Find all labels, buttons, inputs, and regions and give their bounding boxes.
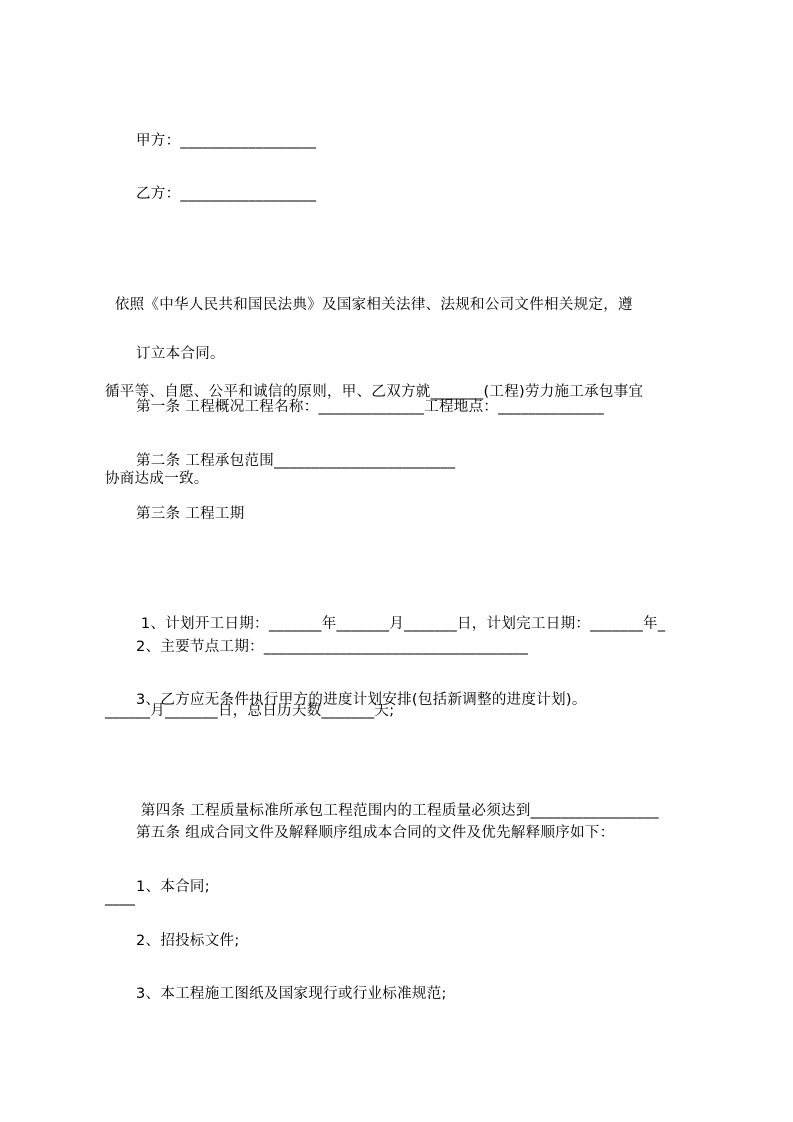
article-3-item-3: 3、乙方应无条件执行甲方的进度计划安排(包括新调整的进度计划)。: [136, 692, 587, 708]
intro-line-3: 协商达成一致。: [105, 471, 209, 487]
article-3-item-2: 2、主要节点工期：___________________________________: [136, 639, 529, 655]
article-5: 第五条 组成合同文件及解释顺序组成本合同的文件及优先解释顺序如下：: [136, 825, 615, 841]
article4-line-2: ____: [105, 890, 136, 906]
article-5-item-1: 1、本合同;: [136, 879, 210, 895]
article-5-item-2: 2、招投标文件;: [136, 933, 240, 949]
intro-line-1: 依照《中华人民共和国民法典》及国家相关法律、法规和公司文件相关规定，遵: [105, 297, 633, 313]
article-2: 第二条 工程承包范围________________________: [136, 453, 456, 469]
a3-item1-line-2: ______月_______日，总日历天数_______天;: [105, 703, 395, 719]
intro-line-2: 循平等、自愿、公平和诚信的原则，甲、乙双方就_______(工程)劳力施工承包事宜: [105, 384, 644, 400]
sign-contract-line: 订立本合同。: [136, 346, 225, 362]
article-3-heading: 第三条 工程工期: [136, 506, 245, 522]
a3-item1-line-1: 1、计划开工日期：_______年_______月_______日，计划完工日期：_______年_: [136, 616, 666, 632]
article-5-item-3: 3、本工程施工图纸及国家现行或行业标准规范;: [136, 986, 447, 1002]
party-b-line: 乙方：__________________: [136, 186, 317, 202]
party-a-line: 甲方：__________________: [136, 133, 317, 149]
article-1: 第一条 工程概况工程名称：______________工程地点：______________: [136, 399, 604, 415]
article4-line-1: 第四条 工程质量标准所承包工程范围内的工程质量必须达到_________________: [136, 803, 659, 819]
